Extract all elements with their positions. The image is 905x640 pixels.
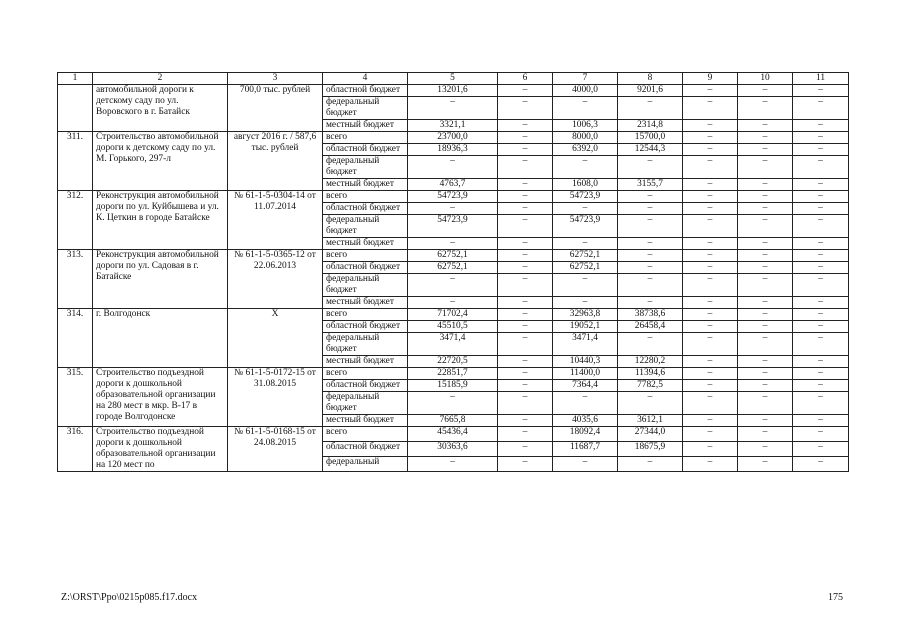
table-row	[58, 191, 849, 203]
funding-source: местный бюджет	[323, 179, 408, 191]
amount-cell: 54723,9	[553, 215, 618, 238]
item-number: 316.	[58, 427, 93, 472]
amount-cell: –	[738, 297, 793, 309]
amount-cell: –	[793, 262, 849, 274]
amount-cell: 3155,7	[618, 179, 683, 191]
amount-cell: –	[498, 179, 553, 191]
amount-cell: 8000,0	[553, 132, 618, 144]
amount-cell: –	[793, 156, 849, 179]
amount-cell: –	[553, 274, 618, 297]
funding-source: областной бюджет	[323, 380, 408, 392]
item-number: 314.	[58, 309, 93, 368]
amount-cell: 3471,4	[408, 333, 498, 356]
amount-cell: –	[498, 144, 553, 156]
amount-cell: –	[793, 457, 849, 472]
amount-cell: 22720,5	[408, 356, 498, 368]
amount-cell: –	[738, 427, 793, 442]
amount-cell: –	[738, 250, 793, 262]
column-header: 11	[793, 73, 849, 85]
amount-cell: –	[738, 238, 793, 250]
funding-source: местный бюджет	[323, 356, 408, 368]
amount-cell: –	[793, 97, 849, 120]
object-name: Реконструкция автомобильной дороги по ул. Куйбышева и ул. К. Цеткин в городе Батайске	[93, 191, 228, 250]
funding-source: федеральный бюджет	[323, 333, 408, 356]
amount-cell: –	[683, 380, 738, 392]
amount-cell: –	[553, 156, 618, 179]
table-header	[58, 73, 849, 85]
document-info: № 61-1-5-0304-14 от 11.07.2014	[228, 191, 323, 250]
object-name: Реконструкция автомобильной дороги по ул. Садовая в г. Батайске	[93, 250, 228, 309]
item-number: 313.	[58, 250, 93, 309]
funding-source: всего	[323, 132, 408, 144]
amount-cell: –	[738, 380, 793, 392]
amount-cell: –	[793, 132, 849, 144]
column-header: 5	[408, 73, 498, 85]
column-header: 4	[323, 73, 408, 85]
amount-cell: –	[793, 297, 849, 309]
funding-source: федеральный бюджет	[323, 392, 408, 415]
amount-cell: 4763,7	[408, 179, 498, 191]
amount-cell: –	[618, 392, 683, 415]
amount-cell: 10440,3	[553, 356, 618, 368]
table-body	[58, 85, 849, 472]
amount-cell: –	[738, 191, 793, 203]
amount-cell: –	[618, 97, 683, 120]
header-row	[58, 73, 849, 85]
amount-cell: 54723,9	[553, 191, 618, 203]
amount-cell: –	[793, 120, 849, 132]
document-info: Х	[228, 309, 323, 368]
object-name: Строительство автомобильной дороги к детскому саду по ул. М. Горького, 297-л	[93, 132, 228, 191]
funding-source: всего	[323, 250, 408, 262]
amount-cell: –	[683, 309, 738, 321]
amount-cell: –	[683, 191, 738, 203]
funding-source: всего	[323, 191, 408, 203]
amount-cell: 7665,8	[408, 415, 498, 427]
column-header: 6	[498, 73, 553, 85]
amount-cell: –	[498, 274, 553, 297]
funding-source: местный бюджет	[323, 120, 408, 132]
amount-cell: 18936,3	[408, 144, 498, 156]
amount-cell: –	[618, 333, 683, 356]
amount-cell: 12544,3	[618, 144, 683, 156]
amount-cell: –	[793, 179, 849, 191]
budget-table	[57, 72, 849, 472]
amount-cell: –	[498, 333, 553, 356]
table-row	[58, 250, 849, 262]
amount-cell: –	[618, 156, 683, 179]
item-number: 315.	[58, 368, 93, 427]
amount-cell: –	[683, 238, 738, 250]
amount-cell: –	[618, 191, 683, 203]
amount-cell: 7782,5	[618, 380, 683, 392]
funding-source: областной бюджет	[323, 442, 408, 457]
amount-cell: –	[498, 415, 553, 427]
amount-cell: 7364,4	[553, 380, 618, 392]
amount-cell: –	[498, 427, 553, 442]
amount-cell: –	[683, 333, 738, 356]
funding-source: областной бюджет	[323, 262, 408, 274]
document-info: 700,0 тыс. рублей	[228, 85, 323, 132]
amount-cell: –	[498, 215, 553, 238]
amount-cell: –	[793, 333, 849, 356]
amount-cell: –	[408, 274, 498, 297]
amount-cell: –	[553, 238, 618, 250]
amount-cell: –	[683, 156, 738, 179]
amount-cell: –	[793, 356, 849, 368]
amount-cell: 19052,1	[553, 321, 618, 333]
amount-cell: –	[683, 132, 738, 144]
amount-cell: –	[683, 356, 738, 368]
amount-cell: –	[498, 250, 553, 262]
amount-cell: –	[498, 97, 553, 120]
column-header: 8	[618, 73, 683, 85]
object-name: г. Волгодонск	[93, 309, 228, 368]
amount-cell: 12280,2	[618, 356, 683, 368]
amount-cell: –	[738, 156, 793, 179]
column-header: 3	[228, 73, 323, 85]
amount-cell: –	[793, 415, 849, 427]
column-header: 10	[738, 73, 793, 85]
amount-cell: 23700,0	[408, 132, 498, 144]
amount-cell: –	[683, 179, 738, 191]
amount-cell: –	[738, 97, 793, 120]
amount-cell: –	[793, 380, 849, 392]
column-header: 1	[58, 73, 93, 85]
item-number	[58, 85, 93, 132]
amount-cell: 18675,9	[618, 442, 683, 457]
amount-cell: –	[498, 297, 553, 309]
amount-cell: –	[408, 203, 498, 215]
amount-cell: –	[498, 191, 553, 203]
amount-cell: 4035,6	[553, 415, 618, 427]
amount-cell: –	[498, 203, 553, 215]
amount-cell: –	[793, 203, 849, 215]
amount-cell: –	[498, 120, 553, 132]
object-name: автомобильной дороги к детскому саду по ул. Воровского в г. Батайск	[93, 85, 228, 132]
amount-cell: –	[683, 392, 738, 415]
column-header: 9	[683, 73, 738, 85]
amount-cell: 62752,1	[408, 250, 498, 262]
amount-cell: –	[683, 262, 738, 274]
amount-cell: –	[408, 238, 498, 250]
amount-cell: –	[498, 457, 553, 472]
amount-cell: 6392,0	[553, 144, 618, 156]
amount-cell: –	[793, 392, 849, 415]
amount-cell: –	[683, 215, 738, 238]
amount-cell: –	[618, 203, 683, 215]
amount-cell: 3612,1	[618, 415, 683, 427]
amount-cell: –	[683, 415, 738, 427]
amount-cell: –	[738, 203, 793, 215]
amount-cell: –	[738, 262, 793, 274]
amount-cell: –	[618, 238, 683, 250]
amount-cell: –	[738, 392, 793, 415]
table-row	[58, 309, 849, 321]
amount-cell: 11400,0	[553, 368, 618, 380]
amount-cell: –	[553, 457, 618, 472]
amount-cell: 11687,7	[553, 442, 618, 457]
amount-cell: 45436,4	[408, 427, 498, 442]
funding-source: областной бюджет	[323, 144, 408, 156]
amount-cell: –	[498, 392, 553, 415]
amount-cell: –	[618, 297, 683, 309]
amount-cell: –	[408, 297, 498, 309]
funding-source: местный бюджет	[323, 297, 408, 309]
amount-cell: –	[408, 392, 498, 415]
amount-cell: –	[618, 457, 683, 472]
amount-cell: –	[498, 85, 553, 97]
funding-source: местный бюджет	[323, 238, 408, 250]
amount-cell: –	[738, 368, 793, 380]
amount-cell: –	[618, 250, 683, 262]
object-name: Строительство подъездной дороги к дошкольной образовательной организации на 120 мест по	[93, 427, 228, 472]
amount-cell: –	[498, 309, 553, 321]
column-header: 2	[93, 73, 228, 85]
amount-cell: –	[793, 368, 849, 380]
amount-cell: –	[793, 442, 849, 457]
document-info: № 61-1-5-0168-15 от 24.08.2015	[228, 427, 323, 472]
amount-cell: 54723,9	[408, 191, 498, 203]
amount-cell: 1608,0	[553, 179, 618, 191]
footer-page-number: 175	[828, 592, 843, 603]
amount-cell: –	[793, 144, 849, 156]
document-info: № 61-1-5-0365-12 от 22.06.2013	[228, 250, 323, 309]
amount-cell: 45510,5	[408, 321, 498, 333]
amount-cell: –	[683, 457, 738, 472]
item-number: 312.	[58, 191, 93, 250]
amount-cell: –	[683, 97, 738, 120]
amount-cell: –	[738, 309, 793, 321]
amount-cell: –	[738, 321, 793, 333]
item-number: 311.	[58, 132, 93, 191]
amount-cell: –	[793, 238, 849, 250]
amount-cell: 27344,0	[618, 427, 683, 442]
amount-cell: –	[408, 156, 498, 179]
funding-source: федеральный бюджет	[323, 97, 408, 120]
amount-cell: –	[793, 215, 849, 238]
amount-cell: –	[683, 274, 738, 297]
amount-cell: –	[618, 215, 683, 238]
amount-cell: 32963,8	[553, 309, 618, 321]
amount-cell: –	[498, 368, 553, 380]
amount-cell: 54723,9	[408, 215, 498, 238]
amount-cell: –	[738, 179, 793, 191]
amount-cell: –	[408, 97, 498, 120]
funding-source: федеральный бюджет	[323, 215, 408, 238]
amount-cell: 1006,3	[553, 120, 618, 132]
amount-cell: 15700,0	[618, 132, 683, 144]
amount-cell: –	[498, 132, 553, 144]
amount-cell: –	[683, 144, 738, 156]
funding-source: всего	[323, 427, 408, 442]
amount-cell: –	[498, 238, 553, 250]
amount-cell: –	[683, 427, 738, 442]
amount-cell: –	[738, 356, 793, 368]
amount-cell: 2314,8	[618, 120, 683, 132]
funding-source: федеральный бюджет	[323, 274, 408, 297]
amount-cell: –	[738, 274, 793, 297]
amount-cell: 38738,6	[618, 309, 683, 321]
amount-cell: –	[738, 144, 793, 156]
column-header: 7	[553, 73, 618, 85]
amount-cell: 18092,4	[553, 427, 618, 442]
amount-cell: 30363,6	[408, 442, 498, 457]
amount-cell: –	[553, 297, 618, 309]
table-row	[58, 132, 849, 144]
funding-source: областной бюджет	[323, 321, 408, 333]
amount-cell: –	[683, 321, 738, 333]
amount-cell: 11394,6	[618, 368, 683, 380]
amount-cell: –	[498, 156, 553, 179]
amount-cell: –	[683, 368, 738, 380]
funding-source: всего	[323, 368, 408, 380]
amount-cell: –	[498, 442, 553, 457]
amount-cell: –	[683, 120, 738, 132]
amount-cell: –	[498, 356, 553, 368]
amount-cell: –	[618, 274, 683, 297]
amount-cell: –	[793, 85, 849, 97]
amount-cell: –	[738, 415, 793, 427]
funding-source: всего	[323, 309, 408, 321]
amount-cell: –	[498, 321, 553, 333]
amount-cell: –	[738, 215, 793, 238]
amount-cell: –	[793, 274, 849, 297]
table-row	[58, 368, 849, 380]
amount-cell: –	[683, 297, 738, 309]
amount-cell: 62752,1	[553, 262, 618, 274]
footer-file-path: Z:\ORST\Ppo\0215p085.f17.docx	[61, 592, 198, 603]
amount-cell: –	[738, 333, 793, 356]
amount-cell: –	[683, 250, 738, 262]
amount-cell: –	[738, 132, 793, 144]
funding-source: областной бюджет	[323, 203, 408, 215]
amount-cell: –	[408, 457, 498, 472]
amount-cell: –	[793, 427, 849, 442]
amount-cell: –	[553, 392, 618, 415]
amount-cell: 26458,4	[618, 321, 683, 333]
amount-cell: –	[553, 203, 618, 215]
amount-cell: 4000,0	[553, 85, 618, 97]
table-row	[58, 427, 849, 442]
table-row	[58, 85, 849, 97]
amount-cell: –	[738, 442, 793, 457]
amount-cell: –	[738, 85, 793, 97]
document-info: № 61-1-5-0172-15 от 31.08.2015	[228, 368, 323, 427]
amount-cell: 3471,4	[553, 333, 618, 356]
amount-cell: 9201,6	[618, 85, 683, 97]
funding-source: федеральный	[323, 457, 408, 472]
amount-cell: –	[793, 321, 849, 333]
amount-cell: –	[683, 203, 738, 215]
amount-cell: –	[793, 191, 849, 203]
funding-source: федеральный бюджет	[323, 156, 408, 179]
amount-cell: –	[498, 262, 553, 274]
document-info: август 2016 г. / 587,6 тыс. рублей	[228, 132, 323, 191]
amount-cell: 3321,1	[408, 120, 498, 132]
amount-cell: –	[553, 97, 618, 120]
amount-cell: –	[498, 380, 553, 392]
amount-cell: 22851,7	[408, 368, 498, 380]
funding-source: местный бюджет	[323, 415, 408, 427]
amount-cell: –	[683, 442, 738, 457]
object-name: Строительство подъездной дороги к дошкольной образовательной организации на 280 мест в мкр. В-17 в городе Волгодонске	[93, 368, 228, 427]
amount-cell: –	[793, 309, 849, 321]
funding-source: областной бюджет	[323, 85, 408, 97]
amount-cell: –	[683, 85, 738, 97]
amount-cell: 62752,1	[408, 262, 498, 274]
amount-cell: –	[793, 250, 849, 262]
amount-cell: 71702,4	[408, 309, 498, 321]
amount-cell: 13201,6	[408, 85, 498, 97]
amount-cell: 62752,1	[553, 250, 618, 262]
amount-cell: 15185,9	[408, 380, 498, 392]
amount-cell: –	[618, 262, 683, 274]
amount-cell: –	[738, 457, 793, 472]
amount-cell: –	[738, 120, 793, 132]
